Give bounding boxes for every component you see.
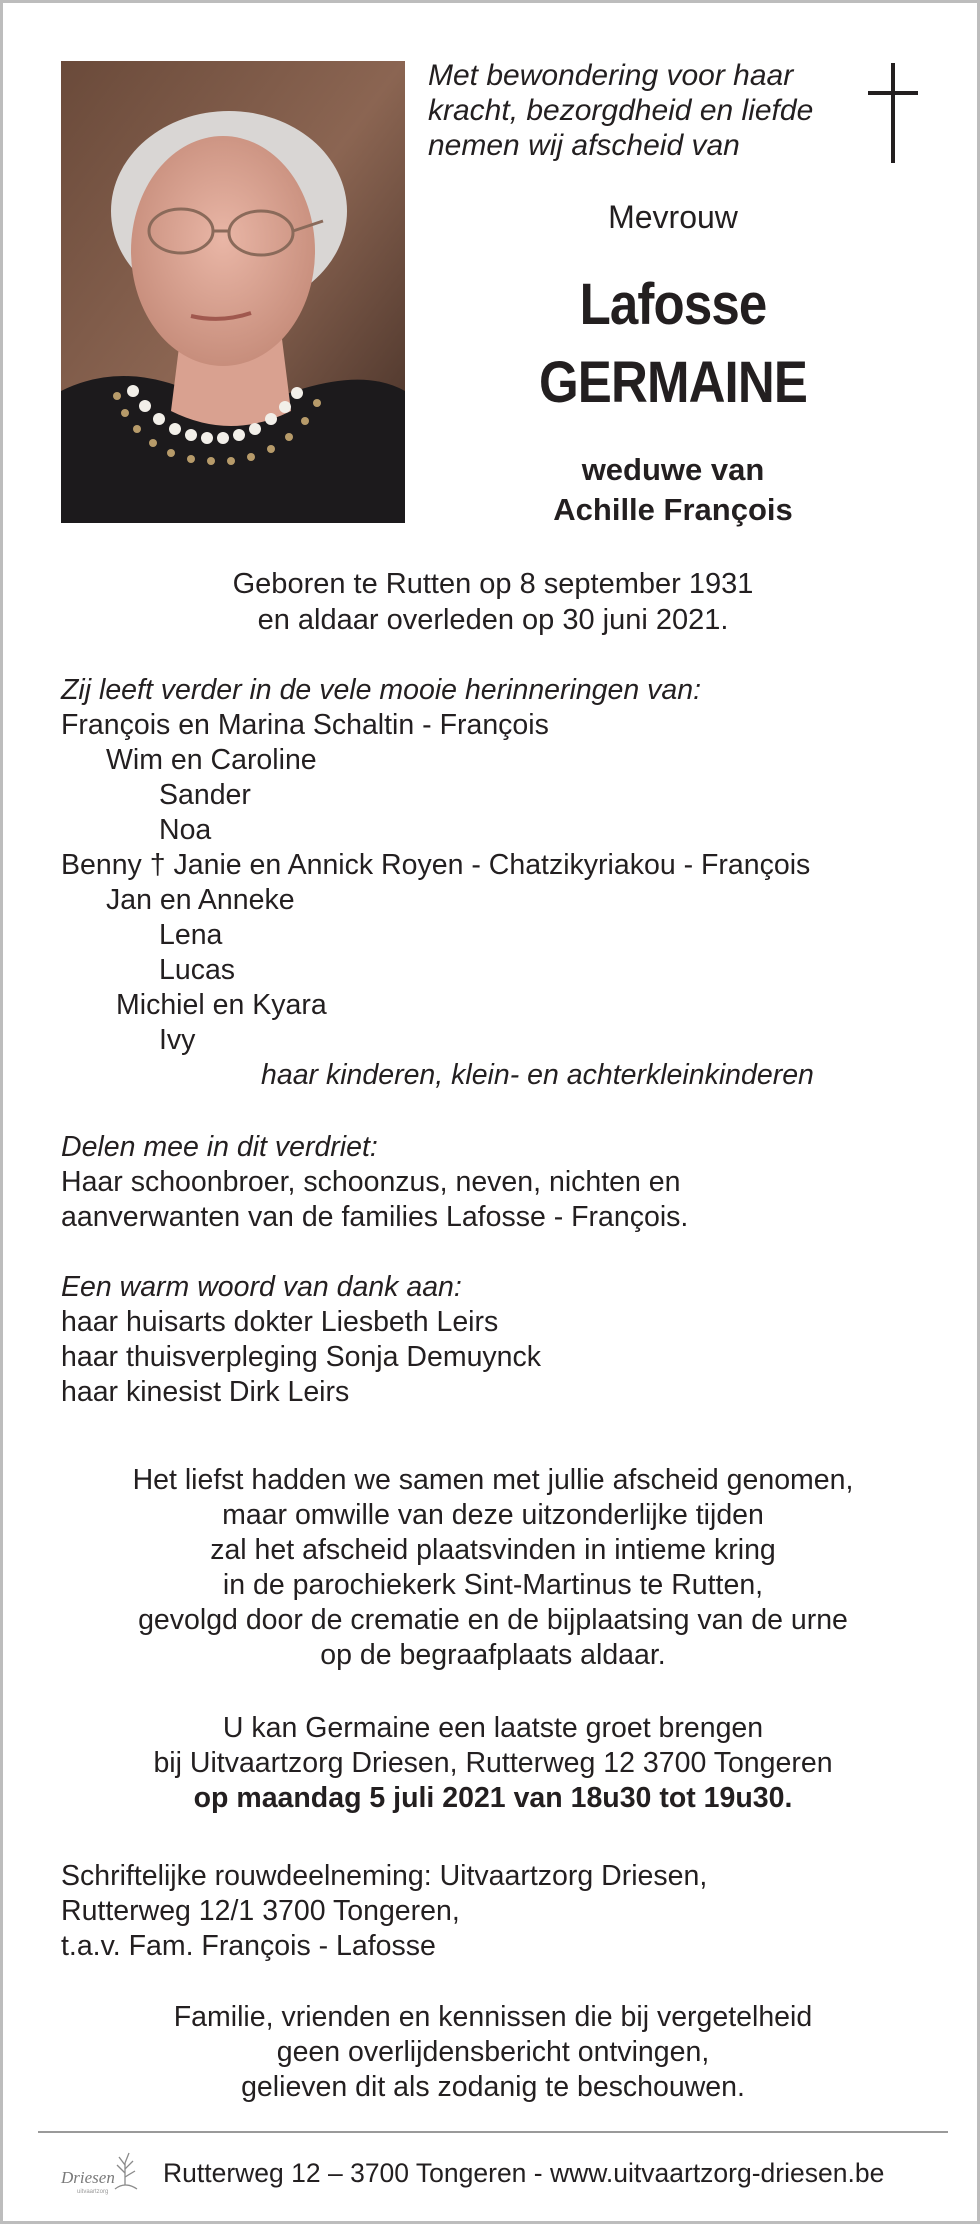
ceremony-section: [43, 1463, 943, 1673]
condolence-line: Schriftelijke rouwdeelneming: Uitvaartzorg Driesen,: [61, 1860, 708, 1892]
visitation-section: [43, 1711, 943, 1816]
visit-line: U kan Germaine een laatste groet brengen: [222, 1712, 764, 1744]
ceremony-line: zal het afscheid plaatsvinden in intieme kring: [210, 1534, 776, 1566]
thanks-line: haar thuisverpleging Sonja Demuynck: [61, 1341, 542, 1373]
footer-address: Rutterweg 12 – 3700 Tongeren - www.uitvaartzorg-driesen.be: [163, 2158, 885, 2188]
visit-line: bij Uitvaartzorg Driesen, Rutterweg 12 3700 Tongeren: [153, 1747, 833, 1779]
intro-line: Met bewondering voor haar: [428, 59, 794, 92]
relative-line: François en Marina Schaltin - François: [61, 709, 549, 741]
notice-section: [43, 2000, 943, 2105]
relatives-heading: Zij leeft verder in de vele mooie herinneringen van:: [61, 674, 702, 706]
notice-line: Familie, vrienden en kennissen die bij vergetelheid: [173, 2001, 813, 2033]
death-line: en aldaar overleden op 30 juni 2021.: [257, 604, 729, 636]
relative-line: Jan en Anneke: [106, 884, 295, 916]
first-name: GERMAINE: [538, 350, 808, 415]
share-heading: Delen mee in dit verdriet:: [61, 1131, 378, 1163]
ceremony-line: in de parochiekerk Sint-Martinus te Rutten,: [222, 1569, 764, 1601]
relative-line: Wim en Caroline: [106, 744, 317, 776]
birth-death-dates: [63, 566, 923, 638]
birth-line: Geboren te Rutten op 8 september 1931: [232, 568, 754, 600]
share-line: Haar schoonbroer, schoonzus, neven, nichten en: [61, 1166, 681, 1198]
relatives-closing: haar kinderen, klein- en achterkleinkinderen: [261, 1059, 814, 1091]
relative-line: Noa: [159, 814, 212, 846]
intro-line: nemen wij afscheid van: [428, 129, 740, 162]
intro-line: kracht, bezorgdheid en liefde: [428, 94, 814, 127]
cross-icon: [863, 63, 923, 163]
relative-line: Benny † Janie en Annick Royen - Chatzikyriakou - François: [61, 849, 811, 881]
logo-subtext: uitvaartzorg: [77, 2189, 109, 2195]
widow-line: weduwe van: [581, 452, 765, 487]
ceremony-line: Het liefst hadden we samen met jullie afscheid genomen,: [132, 1464, 854, 1496]
relative-line: Sander: [159, 779, 251, 811]
ceremony-line: gevolgd door de crematie en de bijplaatsing van de urne: [138, 1604, 848, 1636]
widow-of: [443, 450, 903, 530]
relative-line: Michiel en Kyara: [116, 989, 327, 1021]
relatives-section: [61, 673, 941, 1093]
written-condolence-section: [61, 1859, 941, 1964]
share-section: [61, 1130, 941, 1235]
portrait-photo: [61, 61, 405, 523]
driesen-logo: [59, 2145, 143, 2205]
condolence-line: Rutterweg 12/1 3700 Tongeren,: [61, 1895, 460, 1927]
thanks-line: haar kinesist Dirk Leirs: [61, 1376, 350, 1408]
notice-line: geen overlijdensbericht ontvingen,: [276, 2036, 710, 2068]
logo-text: Driesen: [61, 2168, 115, 2187]
footer-divider: [38, 2131, 948, 2133]
surname: Lafosse: [579, 272, 767, 337]
relative-line: Lena: [159, 919, 223, 951]
relative-line: Lucas: [159, 954, 236, 986]
thanks-heading: Een warm woord van dank aan:: [61, 1271, 462, 1303]
intro-text: [428, 58, 828, 163]
share-line: aanverwanten van de families Lafosse - François.: [61, 1201, 689, 1233]
spouse-name: Achille François: [553, 492, 793, 527]
title-prefix: Mevrouw: [608, 199, 738, 235]
thanks-line: haar huisarts dokter Liesbeth Leirs: [61, 1306, 499, 1338]
ceremony-line: maar omwille van deze uitzonderlijke tijden: [222, 1499, 764, 1531]
condolence-line: t.a.v. Fam. François - Lafosse: [61, 1930, 436, 1962]
ceremony-line: op de begraafplaats aldaar.: [320, 1639, 666, 1671]
notice-line: gelieven dit als zodanig te beschouwen.: [241, 2071, 745, 2103]
visit-date-line: op maandag 5 juli 2021 van 18u30 tot 19u30.: [193, 1782, 793, 1814]
relative-line: Ivy: [159, 1024, 196, 1056]
thanks-section: [61, 1270, 941, 1410]
